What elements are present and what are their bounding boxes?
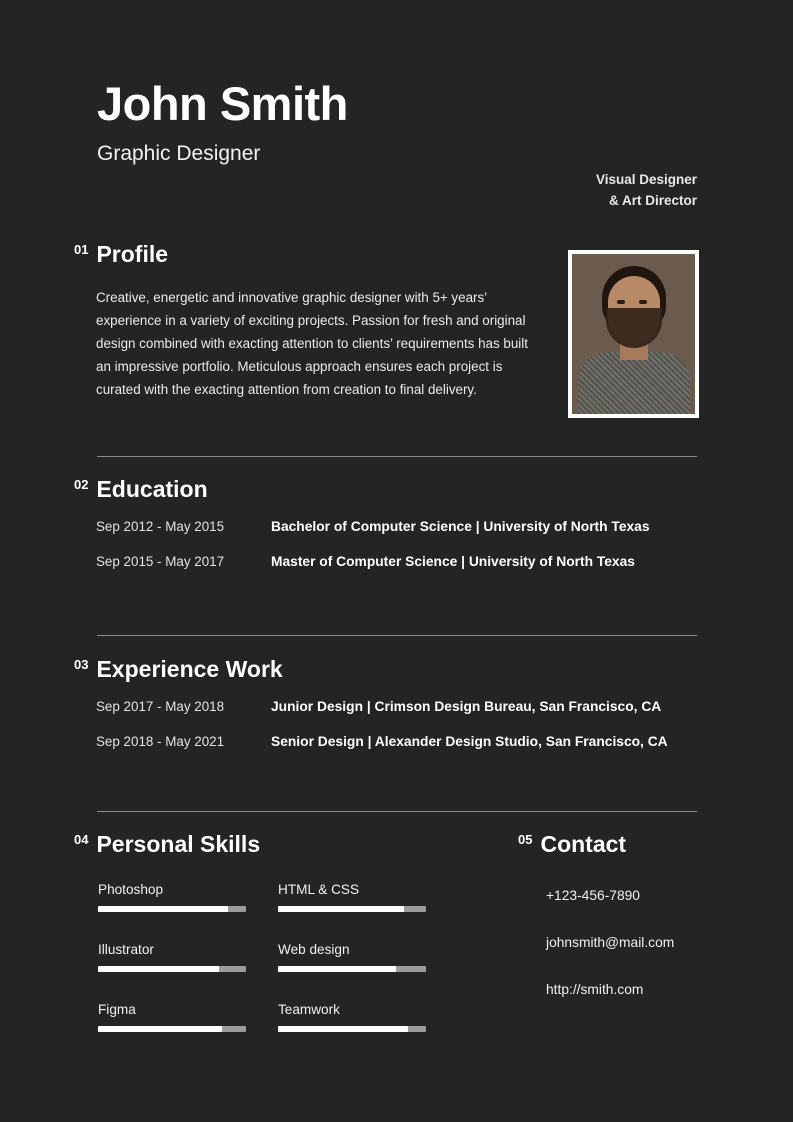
portrait-beard bbox=[606, 308, 662, 348]
section-number: 05 bbox=[518, 832, 533, 847]
contact-phone[interactable]: +123-456-7890 bbox=[546, 888, 640, 903]
entry-date: Sep 2017 - May 2018 bbox=[96, 699, 225, 714]
skill-progress-fill bbox=[98, 906, 228, 912]
skill-label: Figma bbox=[98, 1002, 136, 1017]
skill-progress-bar bbox=[278, 1026, 426, 1032]
section-profile bbox=[74, 243, 714, 401]
list-item bbox=[278, 942, 426, 972]
section-contact bbox=[518, 833, 748, 1029]
skill-progress-bar bbox=[98, 1026, 246, 1032]
skill-progress-fill bbox=[98, 966, 219, 972]
entry-description: Bachelor of Computer Science | University of North Texas bbox=[271, 519, 650, 534]
skill-progress-fill bbox=[278, 906, 404, 912]
contact-list bbox=[546, 888, 748, 997]
entry-description: Master of Computer Science | University of North Texas bbox=[271, 554, 635, 569]
section-skills bbox=[74, 833, 494, 1062]
section-number: 04 bbox=[74, 832, 89, 847]
profile-text: Creative, energetic and innovative graphic designer with 5+ years’ experience in a variety of exciting projects. Passion for fresh and original design combined with exacting attention to clients’ requirements has built an impressive portfolio. Meticulous approach ensures each project is curated with the exacting attention from creation to final delivery. bbox=[96, 290, 528, 398]
list-item bbox=[98, 942, 246, 972]
portrait-eye-right bbox=[639, 300, 647, 304]
portrait-eye-left bbox=[617, 300, 625, 304]
list-item bbox=[98, 882, 246, 912]
section-number: 03 bbox=[74, 657, 89, 672]
page-title: John Smith bbox=[97, 77, 348, 130]
contact-heading bbox=[518, 833, 748, 856]
list-item bbox=[96, 554, 714, 569]
experience-heading bbox=[74, 658, 714, 681]
skill-progress-fill bbox=[278, 1026, 408, 1032]
skill-progress-bar bbox=[98, 906, 246, 912]
list-item bbox=[278, 882, 426, 912]
header-tagline bbox=[477, 170, 697, 212]
section-title: Personal Skills bbox=[96, 831, 261, 857]
skill-progress-bar bbox=[278, 906, 426, 912]
section-number: 01 bbox=[74, 242, 89, 257]
divider-2 bbox=[97, 635, 697, 636]
contact-email[interactable]: johnsmith@mail.com bbox=[546, 935, 675, 950]
avatar bbox=[568, 250, 699, 418]
skills-column-left bbox=[98, 882, 246, 1062]
list-item bbox=[98, 1002, 246, 1032]
skill-progress-fill bbox=[278, 966, 396, 972]
skill-progress-fill bbox=[98, 1026, 222, 1032]
divider-3 bbox=[97, 811, 697, 812]
entry-date: Sep 2015 - May 2017 bbox=[96, 554, 225, 569]
tagline-line-2: & Art Director bbox=[608, 192, 697, 208]
list-item bbox=[278, 1002, 426, 1032]
education-list bbox=[74, 519, 714, 569]
skill-progress-bar bbox=[98, 966, 246, 972]
entry-description: Senior Design | Alexander Design Studio, San Francisco, CA bbox=[271, 734, 668, 749]
entry-description: Junior Design | Crimson Design Bureau, San Francisco, CA bbox=[271, 699, 662, 714]
header bbox=[97, 77, 697, 208]
section-title: Experience Work bbox=[96, 656, 283, 682]
skills-heading bbox=[74, 833, 494, 856]
list-item bbox=[96, 699, 714, 714]
list-item bbox=[96, 734, 714, 749]
section-experience bbox=[74, 658, 714, 769]
skill-label: Photoshop bbox=[98, 882, 164, 897]
job-title: Graphic Designer bbox=[97, 141, 261, 165]
section-education bbox=[74, 478, 714, 589]
skill-label: Teamwork bbox=[278, 1002, 340, 1017]
list-item bbox=[96, 519, 714, 534]
divider-1 bbox=[97, 456, 697, 457]
skills-column-right bbox=[278, 882, 426, 1062]
section-title: Education bbox=[96, 476, 208, 502]
skills-columns bbox=[98, 882, 494, 1062]
skill-label: HTML & CSS bbox=[278, 882, 360, 897]
education-heading bbox=[74, 478, 714, 501]
contact-website[interactable]: http://smith.com bbox=[546, 982, 644, 997]
portrait-torso bbox=[578, 352, 690, 418]
entry-date: Sep 2018 - May 2021 bbox=[96, 734, 225, 749]
section-number: 02 bbox=[74, 477, 89, 492]
skill-progress-bar bbox=[278, 966, 426, 972]
section-title: Profile bbox=[96, 241, 169, 267]
skill-label: Illustrator bbox=[98, 942, 154, 957]
entry-date: Sep 2012 - May 2015 bbox=[96, 519, 225, 534]
section-title: Contact bbox=[540, 831, 627, 857]
tagline-line-1: Visual Designer bbox=[595, 172, 697, 187]
skill-label: Web design bbox=[278, 942, 350, 957]
portrait-image bbox=[572, 254, 695, 414]
experience-list bbox=[74, 699, 714, 749]
